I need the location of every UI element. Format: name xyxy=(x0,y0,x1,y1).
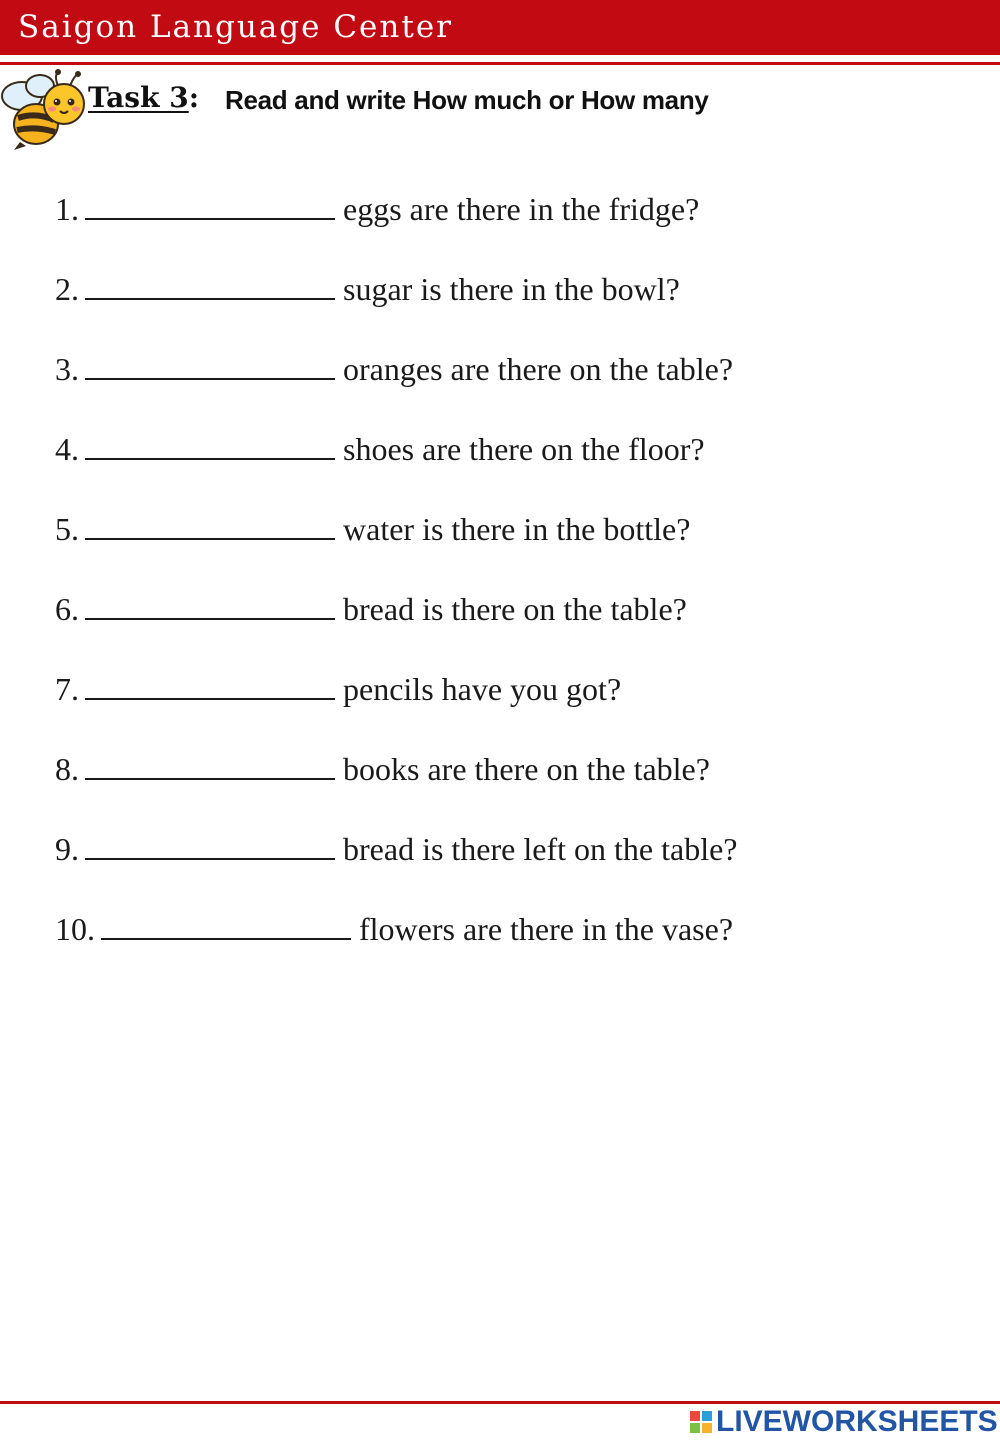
question-item xyxy=(55,910,737,990)
question-number: 10. xyxy=(55,911,95,947)
question-text: pencils have you got? xyxy=(343,671,622,707)
question-text: sugar is there in the bowl? xyxy=(343,271,680,307)
answer-blank[interactable] xyxy=(85,190,335,220)
header-title: Saigon Language Center xyxy=(18,9,453,45)
question-text: flowers are there in the vase? xyxy=(359,911,734,947)
question-list xyxy=(55,190,737,990)
question-item xyxy=(55,590,737,670)
answer-blank[interactable] xyxy=(85,510,335,540)
question-number: 4. xyxy=(55,431,79,467)
logo-text: LIVEWORKSHEETS xyxy=(716,1405,998,1438)
bee-icon xyxy=(0,66,92,156)
question-text: water is there in the bottle? xyxy=(343,511,691,547)
question-item xyxy=(55,510,737,590)
logo-squares-icon xyxy=(690,1411,712,1433)
question-text: eggs are there in the fridge? xyxy=(343,191,700,227)
liveworksheets-logo xyxy=(690,1404,998,1440)
question-number: 3. xyxy=(55,351,79,387)
question-item xyxy=(55,750,737,830)
question-number: 5. xyxy=(55,511,79,547)
answer-blank[interactable] xyxy=(101,910,351,940)
question-number: 2. xyxy=(55,271,79,307)
question-number: 8. xyxy=(55,751,79,787)
answer-blank[interactable] xyxy=(85,430,335,460)
question-item xyxy=(55,830,737,910)
task-number: Task 3 xyxy=(88,81,189,114)
question-text: shoes are there on the floor? xyxy=(343,431,705,467)
answer-blank[interactable] xyxy=(85,270,335,300)
answer-blank[interactable] xyxy=(85,830,335,860)
question-text: bread is there left on the table? xyxy=(343,831,738,867)
task-instruction: Read and write How much or How many xyxy=(225,85,709,115)
task-colon: : xyxy=(188,81,200,114)
question-text: books are there on the table? xyxy=(343,751,710,787)
question-item xyxy=(55,190,737,270)
answer-blank[interactable] xyxy=(85,350,335,380)
question-text: oranges are there on the table? xyxy=(343,351,734,387)
answer-blank[interactable] xyxy=(85,590,335,620)
answer-blank[interactable] xyxy=(85,750,335,780)
question-number: 1. xyxy=(55,191,79,227)
question-item xyxy=(55,270,737,350)
task-label xyxy=(88,81,200,114)
question-number: 9. xyxy=(55,831,79,867)
question-number: 7. xyxy=(55,671,79,707)
question-text: bread is there on the table? xyxy=(343,591,687,627)
question-item xyxy=(55,350,737,430)
question-item xyxy=(55,430,737,510)
question-number: 6. xyxy=(55,591,79,627)
answer-blank[interactable] xyxy=(85,670,335,700)
header-divider xyxy=(0,62,1000,65)
header-bar xyxy=(0,0,1000,55)
question-item xyxy=(55,670,737,750)
